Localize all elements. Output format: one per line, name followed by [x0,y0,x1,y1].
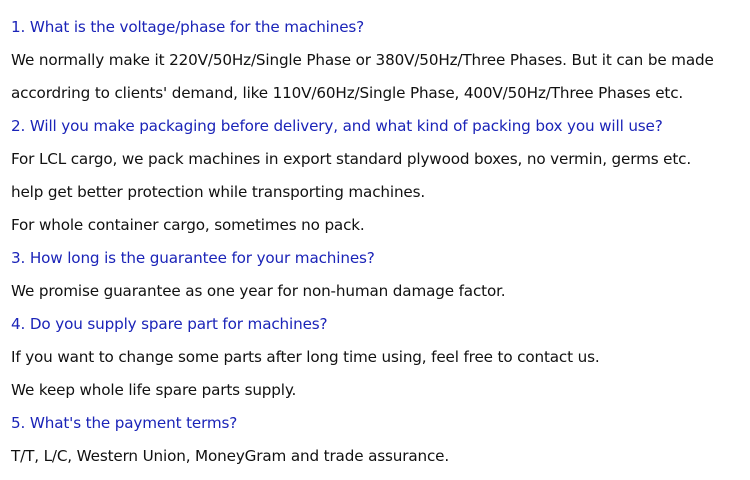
faq-item-3 [11,246,743,312]
faq-item-5 [11,411,743,477]
faq-question-2: 2. Will you make packaging before delivery, and what kind of packing box you will use? [11,117,663,135]
faq-answer-1-line-1: We normally make it 220V/50Hz/Single Phase or 380V/50Hz/Three Phases. But it can be made [11,51,714,69]
faq-answer-2-line-3: For whole container cargo, sometimes no pack. [11,216,365,234]
faq-answer-2-line-2: help get better protection while transporting machines. [11,183,426,201]
faq-answer-2-line-1: For LCL cargo, we pack machines in export standard plywood boxes, no vermin, germs etc. [11,150,692,168]
faq-answer-3-line-1: We promise guarantee as one year for non-human damage factor. [11,282,506,300]
faq-question-5: 5. What's the payment terms? [11,414,238,432]
faq-item-4 [11,312,743,411]
faq-question-3: 3. How long is the guarantee for your machines? [11,249,375,267]
faq-answer-5-line-1: T/T, L/C, Western Union, MoneyGram and trade assurance. [11,447,450,465]
faq-list [11,15,743,477]
faq-answer-1-line-2: accordring to clients' demand, like 110V/60Hz/Single Phase, 400V/50Hz/Three Phases etc. [11,84,684,102]
faq-question-4: 4. Do you supply spare part for machines? [11,315,328,333]
faq-item-1 [11,15,743,114]
faq-question-1: 1. What is the voltage/phase for the machines? [11,18,365,36]
faq-answer-4-line-1: If you want to change some parts after long time using, feel free to contact us. [11,348,600,366]
faq-answer-4-line-2: We keep whole life spare parts supply. [11,381,297,399]
faq-item-2 [11,114,743,246]
